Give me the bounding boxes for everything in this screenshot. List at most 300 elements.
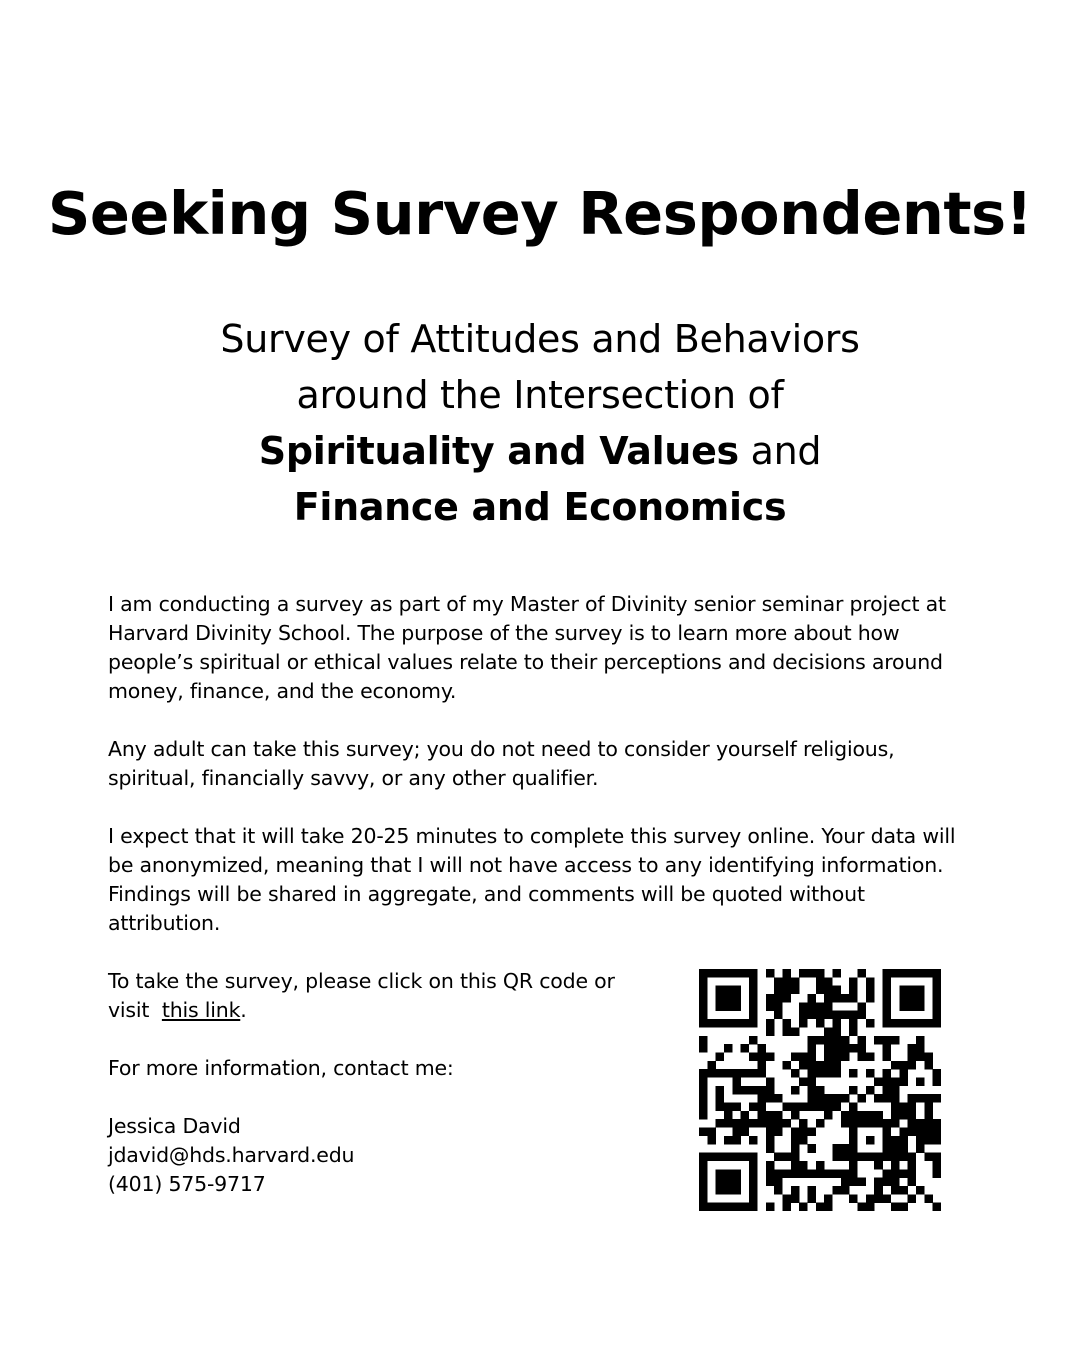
qr-module (824, 1203, 833, 1211)
qr-module (833, 1052, 842, 1061)
qr-module (883, 977, 892, 986)
qr-module (833, 1027, 842, 1036)
qr-module (866, 1069, 875, 1078)
qr-module (916, 1036, 925, 1045)
qr-module (874, 1153, 883, 1162)
qr-module (749, 1052, 758, 1061)
qr-module (699, 1128, 708, 1137)
qr-module (924, 1019, 933, 1028)
qr-module (707, 1128, 716, 1137)
qr-module (782, 1027, 791, 1036)
qr-module (807, 1169, 816, 1178)
qr-module (833, 986, 842, 995)
qr-module (849, 1103, 858, 1112)
qr-module (732, 1103, 741, 1112)
qr-module (841, 1169, 850, 1178)
qr-module (724, 1069, 733, 1078)
qr-module (908, 1194, 917, 1203)
qr-module (858, 1178, 867, 1187)
qr-module (749, 1178, 758, 1187)
qr-module (899, 994, 908, 1003)
qr-module (866, 1136, 875, 1145)
qr-module (891, 1178, 900, 1187)
qr-module (732, 1128, 741, 1137)
qr-module (757, 1111, 766, 1120)
qr-module (841, 1144, 850, 1153)
qr-module (732, 994, 741, 1003)
qr-module (749, 969, 758, 978)
qr-module (699, 969, 708, 978)
qr-module (782, 1194, 791, 1203)
paragraph-line: be anonymized, meaning that I will not have access to any identifying information. (108, 853, 944, 877)
qr-module (908, 1061, 917, 1070)
qr-module (816, 1086, 825, 1095)
qr-module (757, 1119, 766, 1128)
qr-module (933, 1136, 941, 1145)
qr-module (699, 1203, 708, 1211)
qr-module (899, 1103, 908, 1112)
qr-module (916, 1052, 925, 1061)
qr-module (824, 1169, 833, 1178)
qr-module (749, 1169, 758, 1178)
qr-module (724, 1178, 733, 1187)
qr-module (699, 1169, 708, 1178)
qr-module (749, 977, 758, 986)
qr-module (699, 1111, 708, 1120)
qr-module (716, 969, 725, 978)
qr-module (699, 1178, 708, 1187)
qr-module (699, 1103, 708, 1112)
qr-module (774, 1002, 783, 1011)
qr-module (924, 1094, 933, 1103)
qr-module (833, 1036, 842, 1045)
qr-module (883, 1086, 892, 1095)
qr-module (924, 1128, 933, 1137)
qr-module (816, 1094, 825, 1103)
qr-module (824, 1002, 833, 1011)
qr-module (883, 994, 892, 1003)
qr-module (724, 1136, 733, 1145)
qr-module (849, 1128, 858, 1137)
qr-module (766, 1086, 775, 1095)
qr-module (732, 1178, 741, 1187)
qr-module (724, 969, 733, 978)
qr-module (833, 1069, 842, 1078)
qr-module (899, 1077, 908, 1086)
qr-module (732, 1153, 741, 1162)
qr-module (849, 1069, 858, 1078)
qr-module (908, 1044, 917, 1053)
qr-module (824, 1103, 833, 1112)
qr-module (866, 1052, 875, 1061)
qr-module (716, 1069, 725, 1078)
qr-module (699, 994, 708, 1003)
qr-module (816, 1161, 825, 1170)
survey-qr-code[interactable] (699, 969, 941, 1211)
qr-module (791, 1086, 800, 1095)
qr-module (774, 1186, 783, 1195)
qr-module (833, 1019, 842, 1028)
qr-module (766, 1119, 775, 1128)
survey-link[interactable]: this link (161, 998, 241, 1022)
qr-module (732, 1203, 741, 1211)
qr-module (766, 969, 775, 978)
qr-module (891, 1019, 900, 1028)
qr-module (799, 1103, 808, 1112)
qr-module (924, 1111, 933, 1120)
qr-module (833, 994, 842, 1003)
paragraph-line: spiritual, financially savvy, or any other qualifier. (108, 766, 599, 790)
qr-module (699, 1161, 708, 1170)
qr-module (924, 1052, 933, 1061)
qr-module (816, 1011, 825, 1020)
qr-module (782, 1019, 791, 1028)
subtitle-topic-finance: Finance and Economics (293, 485, 787, 529)
qr-module (732, 986, 741, 995)
qr-module (766, 1161, 775, 1170)
qr-module (757, 1069, 766, 1078)
qr-module (883, 986, 892, 995)
qr-module (816, 977, 825, 986)
qr-module (807, 1103, 816, 1112)
qr-module (807, 1086, 816, 1095)
qr-module (824, 1027, 833, 1036)
qr-module (766, 1128, 775, 1137)
qr-module (749, 986, 758, 995)
qr-module (883, 1036, 892, 1045)
qr-module (716, 1002, 725, 1011)
contact-phone: (401) 575-9717 (108, 1172, 266, 1196)
qr-module (799, 1019, 808, 1028)
qr-module (757, 1044, 766, 1053)
qr-module (899, 1169, 908, 1178)
qr-module (824, 994, 833, 1003)
qr-module (899, 1111, 908, 1120)
qr-module (841, 994, 850, 1003)
qr-module (757, 1086, 766, 1095)
flyer-body (108, 590, 988, 967)
qr-module (933, 1077, 941, 1086)
qr-module (807, 1011, 816, 1020)
qr-module (782, 969, 791, 978)
qr-module (841, 1178, 850, 1187)
qr-module (774, 1119, 783, 1128)
qr-module (899, 1153, 908, 1162)
qr-module (908, 1111, 917, 1120)
qr-module (833, 969, 842, 978)
qr-module (866, 986, 875, 995)
qr-module (899, 1019, 908, 1028)
qr-module (841, 1044, 850, 1053)
qr-module (833, 1186, 842, 1195)
qr-module (766, 1094, 775, 1103)
qr-module (916, 969, 925, 978)
qr-module (908, 1178, 917, 1187)
qr-module (891, 1169, 900, 1178)
qr-module (933, 1169, 941, 1178)
qr-module (916, 1186, 925, 1195)
qr-module (791, 1186, 800, 1195)
qr-module (816, 1119, 825, 1128)
qr-module (816, 1103, 825, 1112)
qr-module (916, 1128, 925, 1137)
qr-module (891, 1144, 900, 1153)
qr-module (933, 986, 941, 995)
qr-module (749, 1194, 758, 1203)
qr-module (849, 1194, 858, 1203)
qr-module (816, 1019, 825, 1028)
qr-module (766, 1169, 775, 1178)
qr-module (707, 1019, 716, 1028)
qr-module (883, 1069, 892, 1078)
qr-module (891, 1119, 900, 1128)
qr-module (858, 969, 867, 978)
paragraph-eligibility (108, 735, 988, 793)
qr-module (908, 994, 917, 1003)
qr-module (774, 1153, 783, 1162)
qr-module (766, 1052, 775, 1061)
qr-module (824, 1194, 833, 1203)
qr-module (899, 1069, 908, 1078)
qr-module (807, 969, 816, 978)
qr-module (741, 1153, 750, 1162)
qr-module (782, 1061, 791, 1070)
qr-module (716, 1052, 725, 1061)
qr-module (841, 1111, 850, 1120)
qr-module (799, 1061, 808, 1070)
qr-module (749, 1019, 758, 1028)
qr-module (807, 1002, 816, 1011)
qr-module (833, 1144, 842, 1153)
qr-module (841, 1011, 850, 1020)
qr-module (732, 1169, 741, 1178)
qr-module (774, 1178, 783, 1187)
paragraph-purpose (108, 590, 988, 706)
qr-module (849, 1111, 858, 1120)
qr-module (933, 1153, 941, 1162)
qr-module (766, 1111, 775, 1120)
qr-module (799, 1002, 808, 1011)
qr-module (782, 994, 791, 1003)
qr-module (824, 1061, 833, 1070)
qr-module (924, 1119, 933, 1128)
cta-period: . (240, 998, 247, 1022)
qr-module (858, 1002, 867, 1011)
qr-module (741, 1111, 750, 1120)
qr-module (891, 1036, 900, 1045)
qr-module (716, 1119, 725, 1128)
qr-module (699, 986, 708, 995)
qr-module (824, 1052, 833, 1061)
qr-module (899, 1061, 908, 1070)
qr-module (841, 1119, 850, 1128)
qr-module (741, 1128, 750, 1137)
qr-module (924, 969, 933, 978)
qr-module (807, 1052, 816, 1061)
qr-module (791, 1144, 800, 1153)
qr-module (891, 1111, 900, 1120)
qr-module (874, 1036, 883, 1045)
qr-module (849, 1161, 858, 1170)
qr-module (924, 1153, 933, 1162)
subtitle-line-1: Survey of Attitudes and Behaviors (220, 317, 860, 361)
qr-module (824, 986, 833, 995)
qr-module (799, 969, 808, 978)
qr-module (924, 1136, 933, 1145)
qr-module (741, 1069, 750, 1078)
qr-module (874, 1094, 883, 1103)
qr-module (924, 1103, 933, 1112)
paragraph-line: Findings will be shared in aggregate, and comments will be quoted without (108, 882, 865, 906)
qr-module (858, 1203, 867, 1211)
paragraph-line: I expect that it will take 20-25 minutes to complete this survey online. Your data will (108, 824, 956, 848)
qr-module (933, 1002, 941, 1011)
qr-module (883, 1077, 892, 1086)
qr-module (824, 1044, 833, 1053)
paragraph-line: Harvard Divinity School. The purpose of the survey is to learn more about how (108, 621, 900, 645)
qr-module (849, 1178, 858, 1187)
qr-module (716, 1103, 725, 1112)
cta-line-1: To take the survey, please click on this QR code or (108, 969, 615, 993)
qr-module (899, 969, 908, 978)
qr-module (799, 1011, 808, 1020)
qr-module (883, 1128, 892, 1137)
qr-module (866, 1153, 875, 1162)
qr-module (841, 1153, 850, 1162)
qr-module (849, 1044, 858, 1053)
qr-module (874, 1161, 883, 1170)
survey-subtitle (0, 311, 1080, 535)
qr-module (833, 1061, 842, 1070)
qr-module (749, 1136, 758, 1145)
qr-module (816, 1036, 825, 1045)
qr-module (791, 1027, 800, 1036)
qr-module (908, 1153, 917, 1162)
qr-module (699, 1069, 708, 1078)
qr-module (724, 1044, 733, 1053)
qr-module (732, 1077, 741, 1086)
qr-module (916, 1144, 925, 1153)
qr-module (883, 1052, 892, 1061)
subtitle-topic-spirituality: Spirituality and Values (258, 429, 739, 473)
paragraph-line: I am conducting a survey as part of my Master of Divinity senior seminar project at (108, 592, 946, 616)
qr-module (807, 1144, 816, 1153)
qr-module (699, 1186, 708, 1195)
contact-email: jdavid@hds.harvard.edu (108, 1143, 355, 1167)
qr-module (782, 1203, 791, 1211)
qr-module (799, 1052, 808, 1061)
qr-module (799, 1136, 808, 1145)
paragraph-line: Any adult can take this survey; you do not need to consider yourself religious, (108, 737, 895, 761)
qr-module (849, 1136, 858, 1145)
qr-module (716, 1153, 725, 1162)
qr-module (724, 1203, 733, 1211)
qr-module (791, 1136, 800, 1145)
qr-module (833, 1044, 842, 1053)
qr-module (916, 1002, 925, 1011)
qr-module (724, 1103, 733, 1112)
qr-module (891, 1094, 900, 1103)
qr-module (866, 1019, 875, 1028)
subtitle-line-2: around the Intersection of (296, 373, 784, 417)
qr-module (766, 1027, 775, 1036)
qr-module (799, 1169, 808, 1178)
qr-module (699, 1094, 708, 1103)
qr-module (716, 1169, 725, 1178)
qr-module (699, 1002, 708, 1011)
qr-module (891, 969, 900, 978)
qr-module (916, 1044, 925, 1053)
qr-module (883, 1194, 892, 1203)
qr-module (799, 1077, 808, 1086)
qr-module (791, 1052, 800, 1061)
qr-module (799, 1161, 808, 1170)
qr-module (816, 1002, 825, 1011)
qr-module (799, 1119, 808, 1128)
qr-module (774, 1111, 783, 1120)
qr-module (716, 986, 725, 995)
qr-module (774, 1094, 783, 1103)
qr-module (699, 1011, 708, 1020)
qr-module (816, 969, 825, 978)
qr-module (741, 1086, 750, 1095)
qr-module (732, 1119, 741, 1128)
qr-module (908, 1094, 917, 1103)
qr-module (799, 1128, 808, 1137)
qr-module (883, 1169, 892, 1178)
qr-module (849, 986, 858, 995)
cta-line-2 (108, 996, 668, 1025)
qr-module (849, 1019, 858, 1028)
qr-module (699, 977, 708, 986)
qr-module (866, 994, 875, 1003)
qr-module (849, 1011, 858, 1020)
qr-module (791, 1194, 800, 1203)
qr-module (874, 1111, 883, 1120)
qr-module (732, 1136, 741, 1145)
qr-module (716, 1094, 725, 1103)
subtitle-and: and (738, 429, 822, 473)
qr-module (841, 1036, 850, 1045)
qr-module (749, 994, 758, 1003)
qr-module (807, 1077, 816, 1086)
qr-module (782, 1153, 791, 1162)
qr-module (749, 1119, 758, 1128)
spacer (108, 1025, 668, 1054)
qr-module (707, 1061, 716, 1070)
qr-module (774, 986, 783, 995)
qr-module (824, 1036, 833, 1045)
qr-module (766, 1178, 775, 1187)
qr-module (891, 1186, 900, 1195)
qr-module (933, 1119, 941, 1128)
qr-module (699, 1153, 708, 1162)
qr-module (816, 1061, 825, 1070)
qr-module (833, 1153, 842, 1162)
qr-module (833, 1103, 842, 1112)
qr-module (732, 969, 741, 978)
qr-module (899, 1136, 908, 1145)
qr-module (791, 1111, 800, 1120)
cta-visit-text: visit (108, 998, 162, 1022)
qr-module (766, 1002, 775, 1011)
paragraph-privacy (108, 822, 988, 938)
qr-module (716, 1186, 725, 1195)
qr-module (816, 1169, 825, 1178)
qr-module (866, 1194, 875, 1203)
qr-module (933, 977, 941, 986)
qr-module (883, 969, 892, 978)
